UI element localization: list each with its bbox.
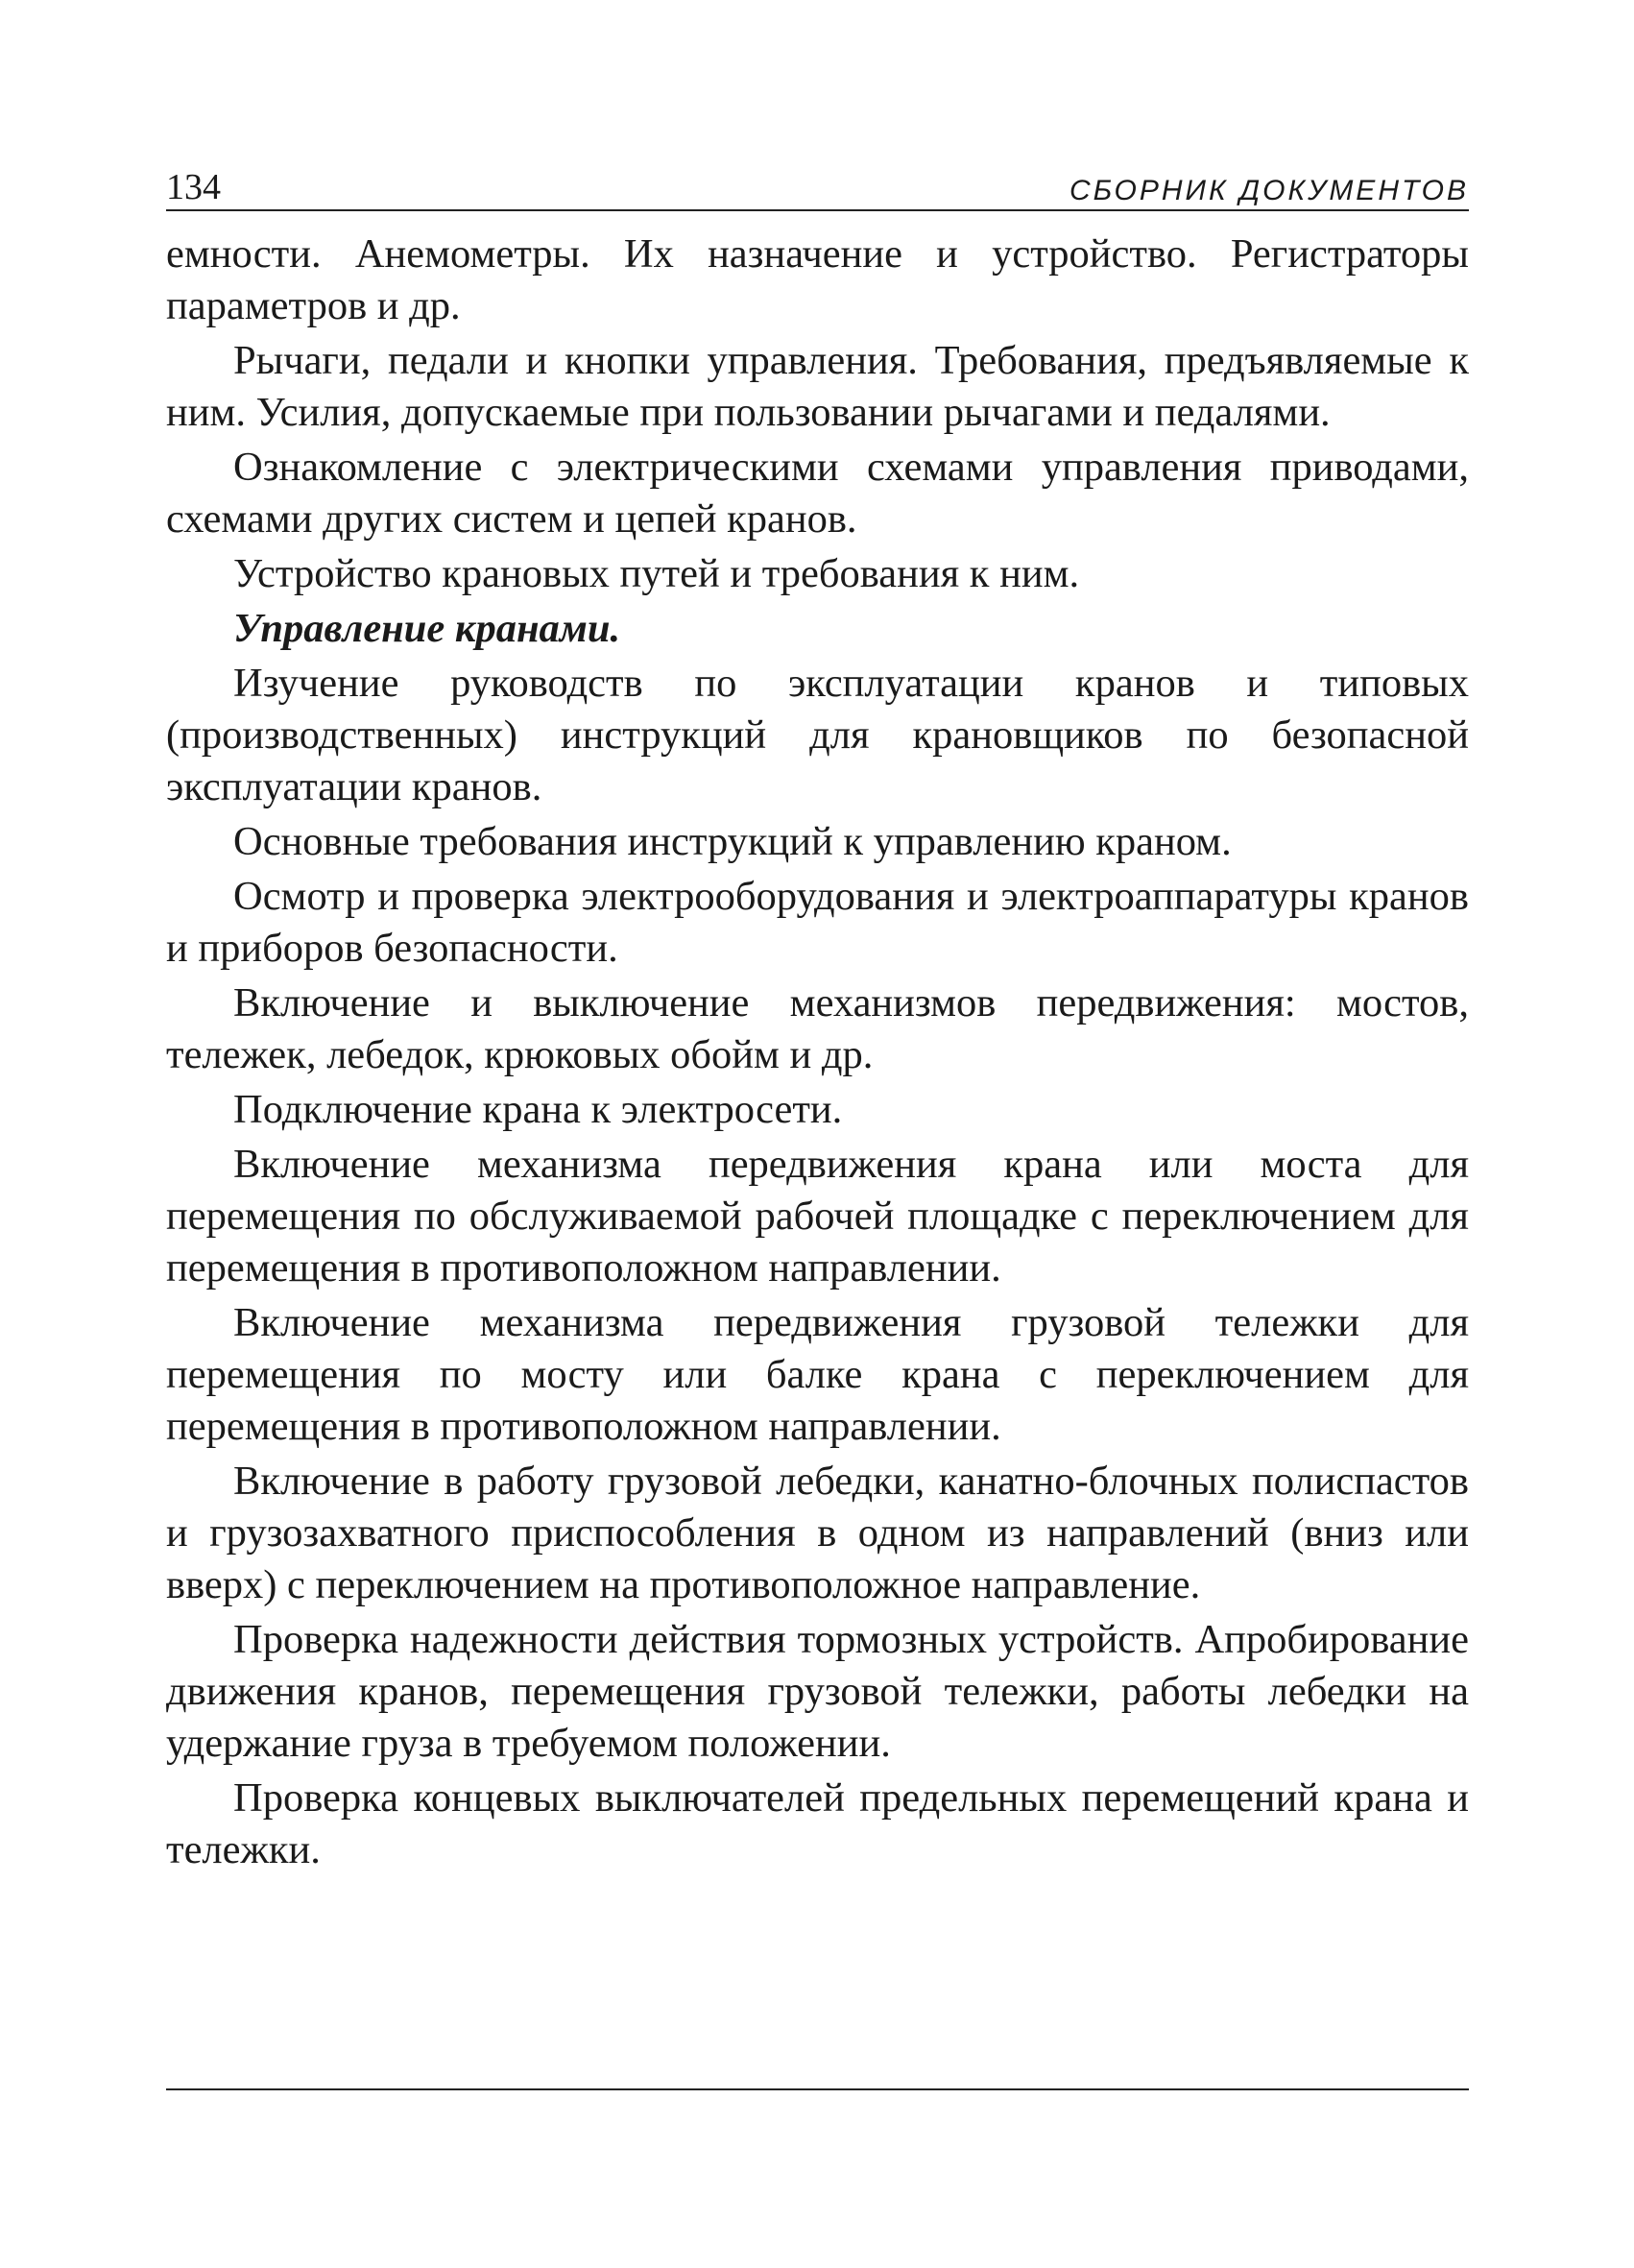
paragraph: емности. Анемометры. Их назначение и устройство. Регистраторы параметров и др. [166,231,1469,328]
paragraph: Изучение руководств по эксплуатации кранов и типовых (производственных) инструкций для крановщиков по безопасной эксплуатации кранов. [166,661,1469,809]
page-number: 134 [166,167,221,207]
paragraph: Рычаги, педали и кнопки управления. Требования, предъявляемые к ним. Усилия, допускаемые при пользовании рычагами и педалями. [166,338,1469,435]
paragraph: Осмотр и проверка электрооборудования и электроаппаратуры кранов и приборов безопасности. [166,874,1469,971]
paragraph: Ознакомление с электрическими схемами управления приводами, схемами других систем и цепей кранов. [166,445,1469,542]
paragraph: Включение в работу грузовой лебедки, канатно-блочных полиспастов и грузозахватного приспособления в одном из направлений (вниз или вверх) с переключением на противоположное направление. [166,1459,1469,1607]
paragraph: Включение механизма передвижения грузовой тележки для перемещения по мосту или балке крана с переключением для перемещения в противоположном направлении. [166,1300,1469,1449]
text-body [166,229,1469,1879]
section-heading: Управление кранами. [233,606,621,651]
page-header [166,154,1469,211]
paragraph: Проверка надежности действия тормозных устройств. Апробирование движения кранов, перемещения грузовой тележки, работы лебедки на удержание груза в требуемом положении. [166,1617,1469,1766]
paragraph: Основные требования инструкций к управлению краном. [233,819,1232,864]
paragraph: Включение и выключение механизмов передвижения: мостов, тележек, лебедок, крюковых обойм и др. [166,980,1469,1077]
running-title: СБОРНИК ДОКУМЕНТОВ [1069,175,1469,206]
paragraph: Подключение крана к электросети. [233,1087,843,1132]
paragraph: Включение механизма передвижения крана или моста для перемещения по обслуживаемой рабочей площадке с переключением для перемещения в противоположном направлении. [166,1142,1469,1291]
footer-rule [166,2088,1469,2090]
paragraph: Устройство крановых путей и требования к ним. [233,551,1080,596]
paragraph: Проверка концевых выключателей предельных перемещений крана и тележки. [166,1775,1469,1872]
